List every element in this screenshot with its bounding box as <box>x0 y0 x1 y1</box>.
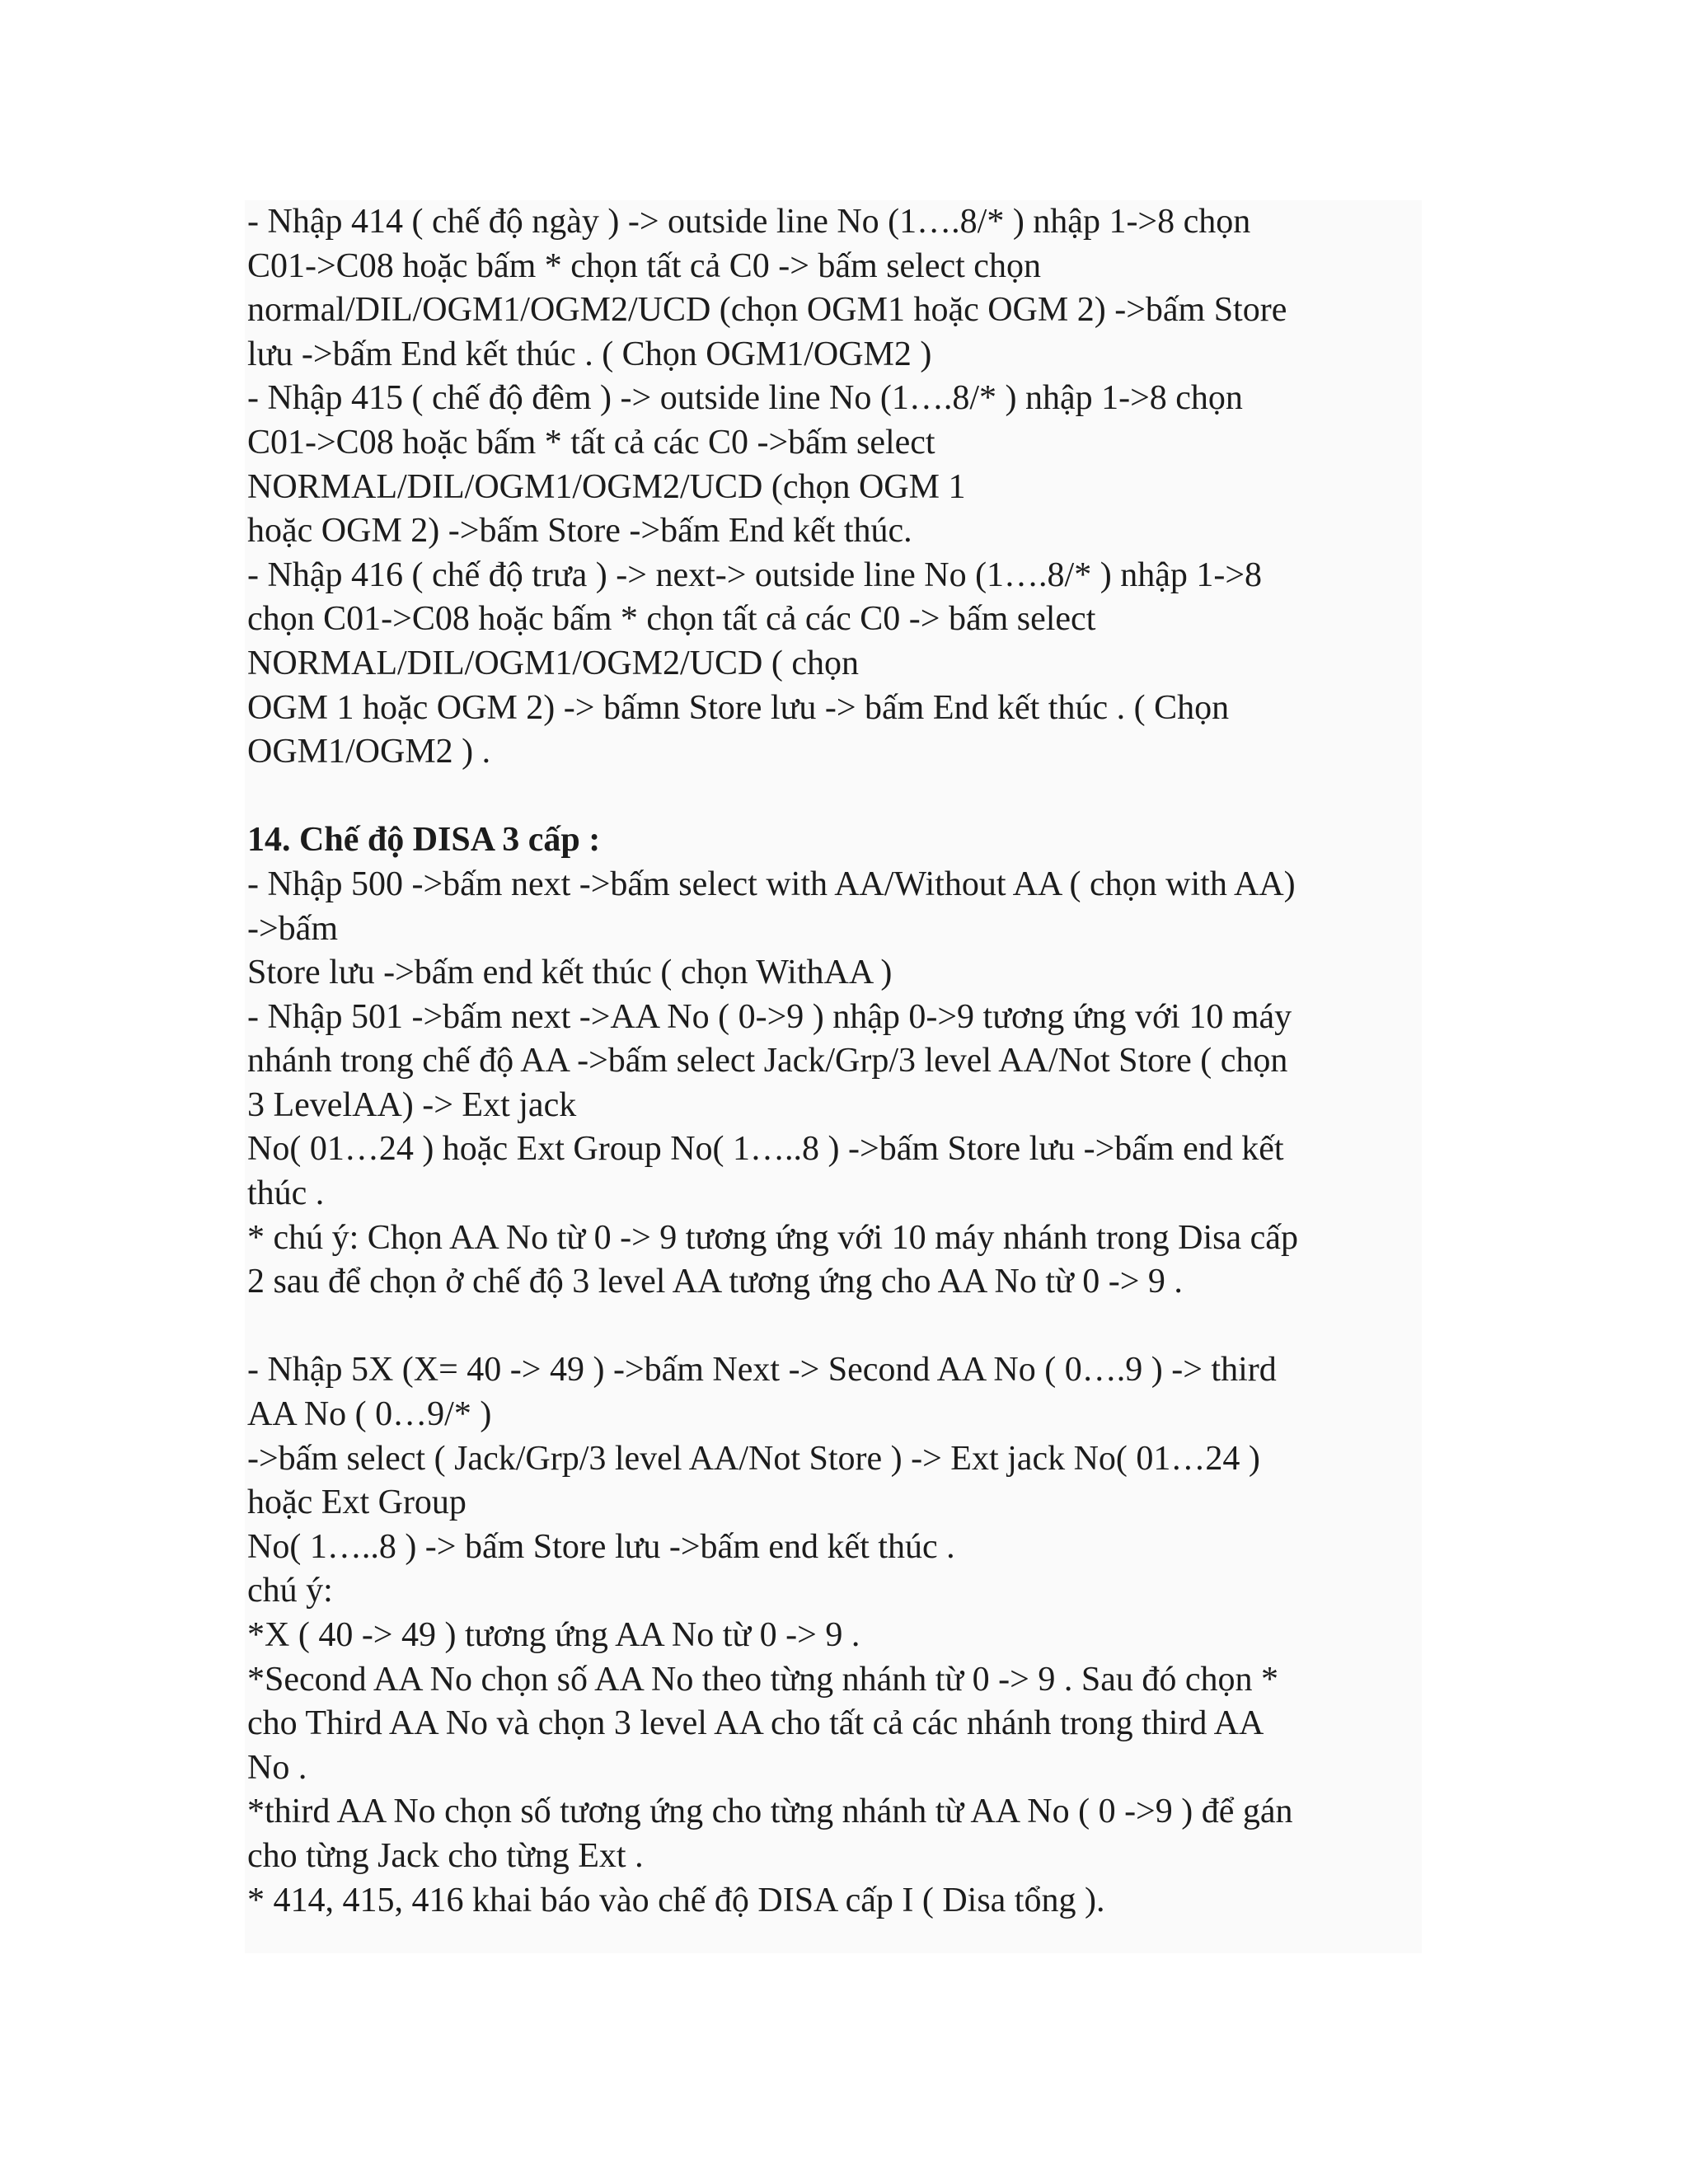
text-line: - Nhập 501 ->bấm next ->AA No ( 0->9 ) nhập 0->9 tương ứng với 10 máy <box>247 997 1292 1036</box>
text-line: hoặc OGM 2) ->bấm Store ->bấm End kết thúc. <box>247 512 912 551</box>
text-line: *X ( 40 -> 49 ) tương ứng AA No từ 0 -> 9 . <box>247 1616 860 1654</box>
text-line: - Nhập 414 ( chế độ ngày ) -> outside line No (1….8/* ) nhập 1->8 chọn <box>247 203 1251 241</box>
text-line: No( 1…..8 ) -> bấm Store lưu ->bấm end kết thúc . <box>247 1527 955 1566</box>
text-line: thúc . <box>247 1174 325 1213</box>
text-line: lưu ->bấm End kết thúc . ( Chọn OGM1/OGM2 ) <box>247 335 932 373</box>
text-line: *third AA No chọn số tương ứng cho từng nhánh từ AA No ( 0 ->9 ) để gán <box>247 1793 1293 1831</box>
blank-line <box>247 775 1422 819</box>
text-line: No . <box>247 1748 307 1787</box>
text-line: ->bấm <box>247 909 338 948</box>
text-line: hoặc Ext Group <box>247 1483 467 1522</box>
text-line: NORMAL/DIL/OGM1/OGM2/UCD (chọn OGM 1 <box>247 467 966 506</box>
blank-line <box>247 1305 1422 1349</box>
text-line: Store lưu ->bấm end kết thúc ( chọn WithAA ) <box>247 954 893 992</box>
text-line: OGM1/OGM2 ) . <box>247 733 491 771</box>
text-line: chú ý: <box>247 1572 333 1610</box>
text-line: chọn C01->C08 hoặc bấm * chọn tất cả các C0 -> bấm select <box>247 600 1096 639</box>
text-line: * chú ý: Chọn AA No từ 0 -> 9 tương ứng với 10 máy nhánh trong Disa cấp <box>247 1218 1298 1257</box>
section-heading: 14. Chế độ DISA 3 cấp : <box>247 821 601 860</box>
text-line: OGM 1 hoặc OGM 2) -> bấmn Store lưu -> bấm End kết thúc . ( Chọn <box>247 688 1230 727</box>
text-line: - Nhập 415 ( chế độ đêm ) -> outside line No (1….8/* ) nhập 1->8 chọn <box>247 379 1243 418</box>
text-line: - Nhập 500 ->bấm next ->bấm select with AA/Without AA ( chọn with AA) <box>247 865 1296 903</box>
text-line: No( 01…24 ) hoặc Ext Group No( 1…..8 ) ->bấm Store lưu ->bấm end kết <box>247 1130 1284 1169</box>
text-line: cho Third AA No và chọn 3 level AA cho tất cả các nhánh trong third AA <box>247 1704 1264 1743</box>
text-line: - Nhập 5X (X= 40 -> 49 ) ->bấm Next -> Second AA No ( 0….9 ) -> third <box>247 1351 1277 1390</box>
document-text-block <box>245 200 1422 1953</box>
text-line: nhánh trong chế độ AA ->bấm select Jack/Grp/3 level AA/Not Store ( chọn <box>247 1042 1288 1080</box>
text-line: 3 LevelAA) -> Ext jack <box>247 1085 577 1124</box>
text-line: normal/DIL/OGM1/OGM2/UCD (chọn OGM1 hoặc OGM 2) ->bấm Store <box>247 291 1287 330</box>
text-line: ->bấm select ( Jack/Grp/3 level AA/Not Store ) -> Ext jack No( 01…24 ) <box>247 1439 1260 1478</box>
text-line: 2 sau để chọn ở chế độ 3 level AA tương ứng cho AA No từ 0 -> 9 . <box>247 1263 1183 1301</box>
text-line: * 414, 415, 416 khai báo vào chế độ DISA cấp I ( Disa tổng ). <box>247 1881 1105 1919</box>
text-line: AA No ( 0…9/* ) <box>247 1395 492 1434</box>
text-line: C01->C08 hoặc bấm * chọn tất cả C0 -> bấm select chọn <box>247 246 1041 285</box>
text-line: NORMAL/DIL/OGM1/OGM2/UCD ( chọn <box>247 644 859 682</box>
text-line: C01->C08 hoặc bấm * tất cả các C0 ->bấm select <box>247 423 935 462</box>
text-line: - Nhập 416 ( chế độ trưa ) -> next-> outside line No (1….8/* ) nhập 1->8 <box>247 555 1263 594</box>
text-line: *Second AA No chọn số AA No theo từng nhánh từ 0 -> 9 . Sau đó chọn * <box>247 1660 1278 1699</box>
text-line: cho từng Jack cho từng Ext . <box>247 1836 644 1875</box>
